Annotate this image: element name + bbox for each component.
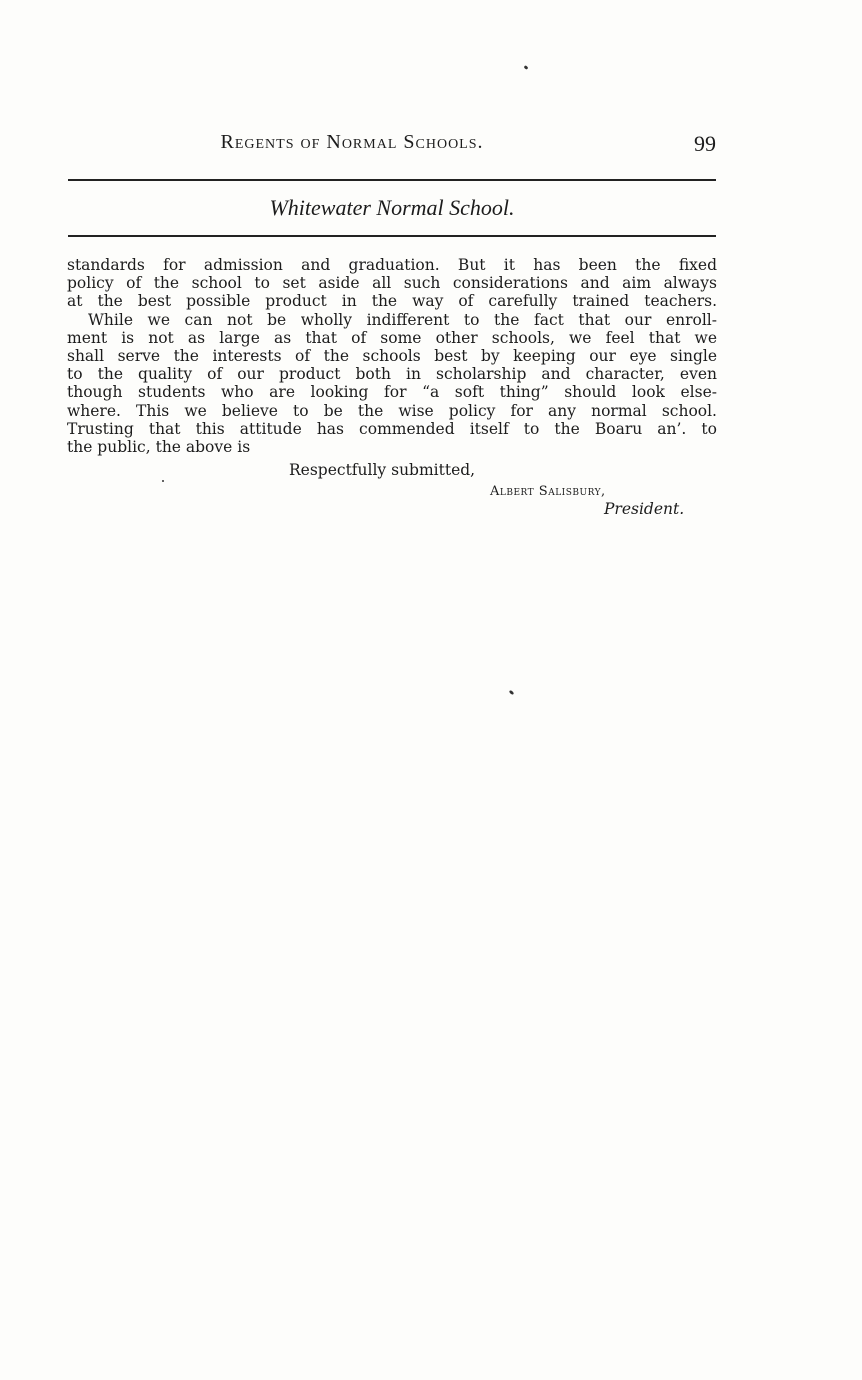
section-title: Whitewater Normal School. — [269, 195, 515, 220]
page-number: 99 — [694, 131, 716, 156]
bottom-rule — [68, 235, 716, 237]
text-line: ment is not as large as that of some other schools, we feel that we — [67, 328, 717, 347]
text-line: at the best possible product in the way of carefully trained teachers. — [67, 292, 717, 311]
text-line: Trusting that this attitude has commended itself to the Boaru an’. to — [67, 419, 717, 438]
signer-name: Albert Salisbury, — [490, 484, 606, 499]
running-title: Regents of Normal Schools. — [220, 131, 484, 153]
body-paragraphs — [67, 256, 717, 456]
text-line: where. This we believe to be the wise policy for any normal school. — [67, 401, 717, 420]
text-line: the public, the above is — [67, 438, 251, 457]
ink-speck — [162, 480, 164, 482]
text-line: to the quality of our product both in scholarship and character, even — [67, 365, 717, 384]
ink-speck — [524, 65, 529, 70]
text-line: policy of the school to set aside all such considerations and aim always — [67, 274, 717, 293]
running-head — [68, 131, 716, 161]
text-line: While we can not be wholly indifferent to the fact that our enroll- — [88, 310, 717, 329]
closing-line: Respectfully submitted, — [289, 461, 476, 479]
signer-title: President. — [604, 500, 685, 518]
ink-speck — [509, 690, 515, 696]
top-rule — [68, 179, 716, 181]
text-line: standards for admission and graduation. But it has been the fixed — [67, 256, 717, 274]
text-line: shall serve the interests of the schools best by keeping our eye single — [67, 347, 717, 366]
text-line: though students who are looking for “a soft thing” should look else- — [67, 383, 717, 402]
